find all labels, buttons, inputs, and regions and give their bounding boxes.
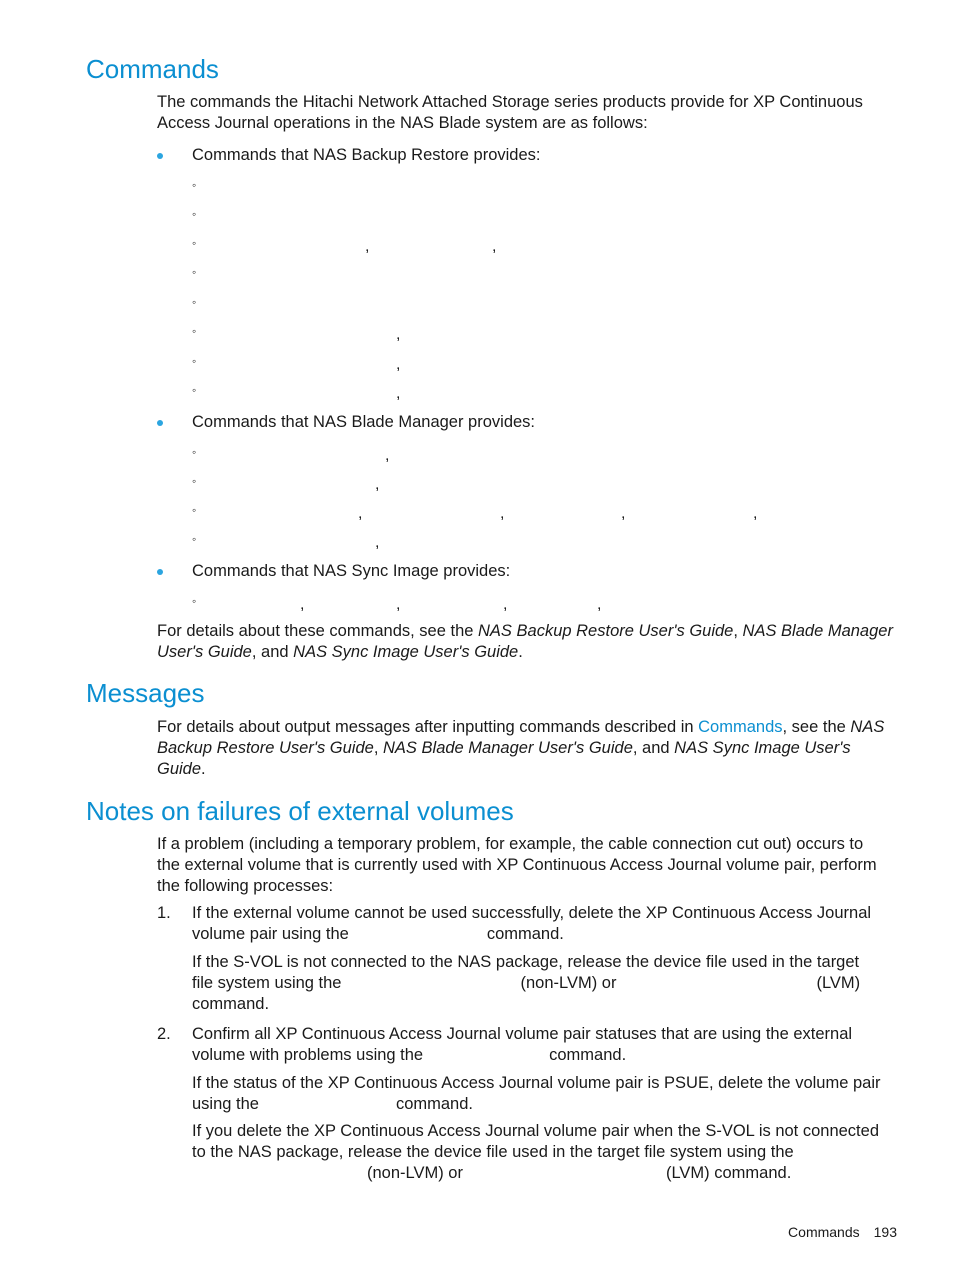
sub-item bbox=[192, 594, 892, 614]
text-run: , and bbox=[632, 739, 675, 757]
item2-line-1: Confirm all XP Continuous Access Journal volume pair statuses that are using the external bbox=[192, 1025, 853, 1043]
guide-title: NAS Sync Image User's bbox=[674, 739, 851, 757]
comma-separator: , bbox=[621, 505, 626, 522]
commands-details-line-2 bbox=[157, 642, 902, 663]
comma-separator: , bbox=[385, 447, 390, 464]
footer-section-name: Commands bbox=[788, 1224, 860, 1240]
item-number: 2. bbox=[157, 1025, 171, 1043]
commands-link[interactable]: Commands bbox=[698, 718, 783, 736]
item-number: 1. bbox=[157, 904, 171, 922]
sub-bullet-icon: ◦ bbox=[192, 178, 197, 192]
messages-line-1 bbox=[157, 717, 902, 738]
text-run: , and bbox=[251, 643, 294, 661]
comma-separator: , bbox=[300, 596, 305, 613]
sub-bullet-icon: ◦ bbox=[192, 295, 197, 309]
comma-separator: , bbox=[500, 505, 505, 522]
text-run: using the bbox=[192, 1095, 259, 1113]
comma-separator: , bbox=[396, 326, 401, 343]
bullet-dot-icon bbox=[157, 153, 163, 159]
text-run: volume with problems using the bbox=[192, 1046, 424, 1064]
item1-para2-line-2 bbox=[192, 973, 902, 994]
page-number: 193 bbox=[873, 1224, 897, 1240]
text-run: (non-LVM) or bbox=[520, 974, 617, 992]
sub-item bbox=[192, 474, 892, 494]
bullet-nas-blade-manager bbox=[157, 412, 902, 433]
sub-bullet-icon: ◦ bbox=[192, 383, 197, 397]
bullet-label: Commands that NAS Sync Image provides: bbox=[192, 562, 511, 580]
sub-item bbox=[192, 503, 892, 523]
item1-para2-line-3: command. bbox=[192, 995, 270, 1013]
bullet-label: Commands that NAS Blade Manager provides: bbox=[192, 413, 536, 431]
notes-intro bbox=[157, 834, 902, 897]
text-run: (non-LVM) or bbox=[367, 1164, 463, 1182]
sub-item bbox=[192, 295, 892, 315]
text-run: volume pair using the bbox=[192, 925, 349, 943]
comma-separator: , bbox=[597, 596, 602, 613]
bullet-nas-backup-restore bbox=[157, 145, 902, 166]
text-run: . bbox=[201, 760, 206, 778]
sub-item bbox=[192, 236, 892, 256]
messages-line-3 bbox=[157, 759, 902, 780]
sub-item bbox=[192, 265, 892, 285]
text-run: For details about output messages after inputting commands described in bbox=[157, 718, 699, 736]
text-run: command. bbox=[486, 925, 564, 943]
guide-title: NAS Sync Image User's Guide bbox=[293, 643, 519, 661]
text-run: file system using the bbox=[192, 974, 342, 992]
item1-line-2 bbox=[192, 924, 902, 945]
page-footer bbox=[788, 1222, 897, 1242]
messages-body bbox=[157, 717, 902, 780]
text-run: (LVM) bbox=[816, 974, 861, 992]
item2-line-2 bbox=[192, 1045, 902, 1066]
text-run: command. bbox=[549, 1046, 627, 1064]
text-run: command. bbox=[395, 1095, 473, 1113]
text-run: (LVM) command. bbox=[665, 1164, 792, 1182]
bullet-nas-sync-image bbox=[157, 561, 902, 582]
sub-bullet-icon: ◦ bbox=[192, 503, 197, 517]
commands-intro-line-1: The commands the Hitachi Network Attached Storage series products provide for XP Continuous bbox=[157, 93, 863, 111]
comma-separator: , bbox=[396, 356, 401, 373]
guide-title: Guide bbox=[157, 760, 202, 778]
commands-details-line-1 bbox=[157, 621, 902, 642]
sub-bullet-icon: ◦ bbox=[192, 532, 197, 546]
commands-intro-line-2: Access Journal operations in the NAS Blade system are as follows: bbox=[157, 114, 648, 132]
sub-item bbox=[192, 207, 892, 227]
sub-bullet-icon: ◦ bbox=[192, 207, 197, 221]
item-body bbox=[192, 1024, 902, 1184]
commands-intro bbox=[157, 92, 902, 134]
messages-line-2 bbox=[157, 738, 902, 759]
comma-separator: , bbox=[396, 385, 401, 402]
comma-separator: , bbox=[753, 505, 758, 522]
guide-title: NAS bbox=[850, 718, 885, 736]
text-run: . bbox=[518, 643, 523, 661]
comma-separator: , bbox=[375, 534, 380, 551]
text-run: For details about these commands, see the bbox=[157, 622, 479, 640]
item1-line-1: If the external volume cannot be used successfully, delete the XP Continuous Access Journal bbox=[192, 904, 872, 922]
guide-title: NAS Blade Manager bbox=[742, 622, 893, 640]
sub-bullet-icon: ◦ bbox=[192, 354, 197, 368]
notes-intro-line-2: the external volume that is currently used with XP Continuous Access Journal volume pair, perform bbox=[157, 856, 877, 874]
sub-bullet-icon: ◦ bbox=[192, 236, 197, 250]
comma-separator: , bbox=[503, 596, 508, 613]
sub-item bbox=[192, 532, 892, 552]
sub-bullet-icon: ◦ bbox=[192, 265, 197, 279]
bullet-dot-icon bbox=[157, 420, 163, 426]
notes-intro-line-1: If a problem (including a temporary problem, for example, the cable connection cut out) occurs to bbox=[157, 835, 864, 853]
sub-bullet-icon: ◦ bbox=[192, 594, 197, 608]
sub-bullet-icon: ◦ bbox=[192, 324, 197, 338]
sub-item bbox=[192, 324, 892, 344]
item2-para3-line-2: to the NAS package, release the device file used in the target file system using the bbox=[192, 1143, 794, 1161]
notes-intro-line-3: the following processes: bbox=[157, 877, 334, 895]
comma-separator: , bbox=[358, 505, 363, 522]
item2-para3-line-1: If you delete the XP Continuous Access Journal volume pair when the S-VOL is not connected bbox=[192, 1122, 879, 1140]
bullet-label: Commands that NAS Backup Restore provides: bbox=[192, 146, 541, 164]
item-body bbox=[192, 903, 902, 1015]
section-heading-messages: Messages bbox=[86, 678, 205, 708]
guide-title: Backup Restore User's Guide bbox=[157, 739, 374, 757]
section-heading-commands: Commands bbox=[86, 54, 219, 84]
section-heading-notes: Notes on failures of external volumes bbox=[86, 796, 514, 826]
text-run: , see the bbox=[782, 718, 851, 736]
guide-title: NAS Blade Manager User's Guide bbox=[383, 739, 633, 757]
text-run: , bbox=[733, 622, 743, 640]
sub-bullet-icon: ◦ bbox=[192, 445, 197, 459]
item2-para3-line-3 bbox=[192, 1163, 902, 1184]
comma-separator: , bbox=[492, 238, 497, 255]
comma-separator: , bbox=[365, 238, 370, 255]
sub-item bbox=[192, 383, 892, 403]
item2-para2-line-2 bbox=[192, 1094, 902, 1115]
sub-item bbox=[192, 178, 892, 198]
text-run: , bbox=[373, 739, 384, 757]
item2-para2-line-1: If the status of the XP Continuous Access Journal volume pair is PSUE, delete the volume pair bbox=[192, 1074, 881, 1092]
sub-item bbox=[192, 445, 892, 465]
item1-para2-line-1: If the S-VOL is not connected to the NAS package, release the device file used in the target bbox=[192, 953, 860, 971]
guide-title: NAS Backup Restore User's Guide bbox=[478, 622, 734, 640]
comma-separator: , bbox=[396, 596, 401, 613]
sub-bullet-icon: ◦ bbox=[192, 474, 197, 488]
guide-title: User's Guide bbox=[157, 643, 252, 661]
bullet-dot-icon bbox=[157, 569, 163, 575]
commands-details bbox=[157, 621, 902, 663]
comma-separator: , bbox=[375, 476, 380, 493]
sub-item bbox=[192, 354, 892, 374]
